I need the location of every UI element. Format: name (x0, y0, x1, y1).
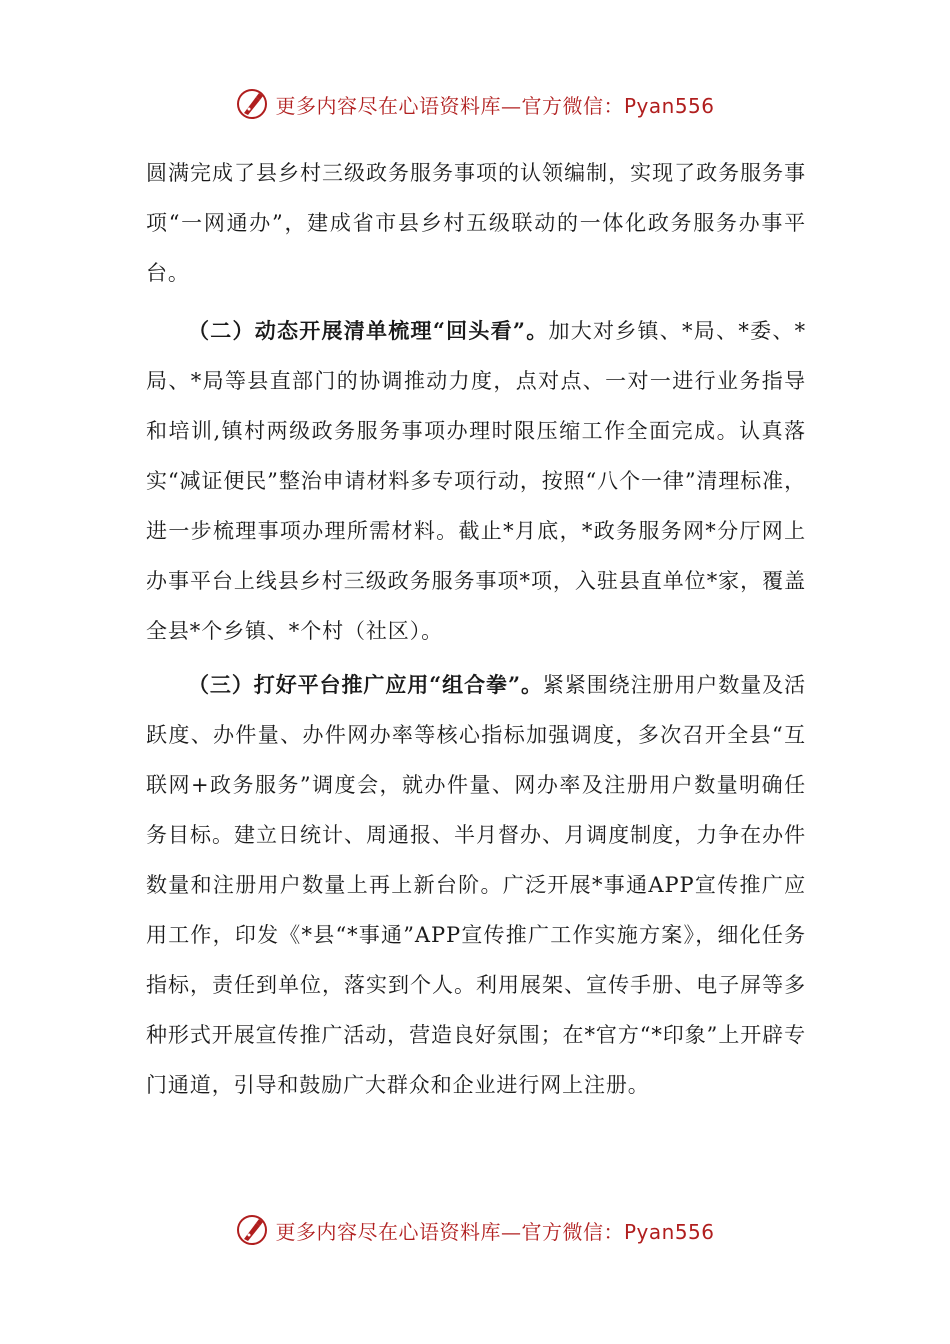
footer-watermark-banner (0, 1208, 950, 1252)
paragraph-2 (146, 306, 806, 656)
banner-text: 更多内容尽在心语资料库—官方微信：Pyan556 (275, 1219, 715, 1244)
paragraph-3-body: 紧紧围绕注册用户数量及活跃度、办件量、办件网办率等核心指标加强调度，多次召开全县“互联网+政务服务”调度会，就办件量、网办率及注册用户数量明确任务目标。建立日统计、周通报、半月督办、月调度制度，力争在办件数量和注册用户数量上再上新台阶。广泛开展*事通APP宣传推广应用工作，印发《*县“*事通”APP宣传推广工作实施方案》，细化任务指标，责任到单位，落实到个人。利用展架、宣传手册、电子屏等多种形式开展宣传推广活动，营造良好氛围；在*官方“*印象”上开辟专门通道，引导和鼓励广大群众和企业进行网上注册。 (146, 673, 806, 1097)
header-watermark-banner (0, 82, 950, 126)
paragraph-1-body: 圆满完成了县乡村三级政务服务事项的认领编制，实现了政务服务事项“一网通办”，建成省市县乡村五级联动的一体化政务服务办事平台。 (146, 161, 806, 285)
paragraph-3 (146, 660, 806, 1110)
paragraph-1 (146, 148, 806, 298)
paragraph-2-body: 加大对乡镇、*局、*委、*局、*局等县直部门的协调推动力度，点对点、一对一进行业务指导和培训,镇村两级政务服务事项办理时限压缩工作全面完成。认真落实“减证便民”整治申请材料多专项行动，按照“八个一律”清理标准，进一步梳理事项办理所需材料。截止*月底，*政务服务网*分厅网上办事平台上线县乡村三级政务服务事项*项，入驻县直单位*家，覆盖全县*个乡镇、*个村（社区）。 (146, 319, 806, 643)
banner-text: 更多内容尽在心语资料库—官方微信：Pyan556 (275, 93, 715, 118)
document-body (146, 148, 806, 1114)
pen-nib-logo-icon (235, 87, 269, 121)
pen-nib-logo-icon (235, 1213, 269, 1247)
section-heading-2: （二）动态开展清单梳理“回头看”。 (188, 318, 549, 343)
wechat-id: Pyan556 (623, 1219, 715, 1244)
section-heading-3: （三）打好平台推广应用“组合拳”。 (188, 672, 543, 697)
wechat-id: Pyan556 (623, 93, 715, 118)
